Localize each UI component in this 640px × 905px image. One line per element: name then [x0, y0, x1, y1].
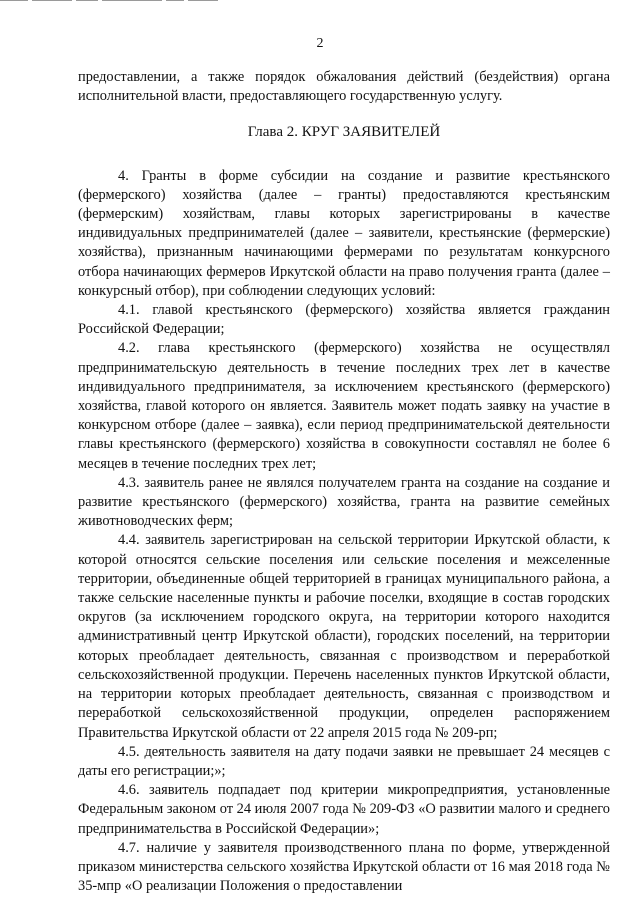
chapter-title: Глава 2. КРУГ ЗАЯВИТЕЛЕЙ	[247, 124, 441, 141]
paragraph-4-5: 4.5. деятельность заявителя на дату подачи заявки не превышает 24 месяцев с даты его регистрации;»;	[78, 743, 610, 779]
paragraph-4-4: 4.4. заявитель зарегистрирован на сельской территории Иркутской области, к которой относятся сельские поселения или сельские поселения и межселенные территории, объединенные общей территорией в границах муниципального района, а также сельские населенные пункты и рабочие поселки, входящие в состав городских округов (за исключением городского округа, на территории которого находится административный центр Иркутской области), городских поселений, на территории которых преобладает деятельность, связанная с производством и переработкой сельскохозяйственной продукции. Перечень населенных пунктов Иркутской области, на территории которых преобладает деятельность, связанная с производством и переработкой сельскохозяйственной продукции, определен распоряжением Правительства Иркутской области от 22 апреля 2015 года № 209-рп;	[78, 532, 610, 741]
paragraph-4-3: 4.3. заявитель ранее не являлся получателем гранта на создание на создание и развитие крестьянского (фермерского) хозяйства, гранта на развитие семейных животноводческих ферм;	[78, 474, 610, 530]
document-body	[78, 68, 610, 896]
paragraph-4-7: 4.7. наличие у заявителя производственного плана по форме, утвержденной приказом министерства сельского хозяйства Иркутской области от 16 мая 2018 года № 35-мпр «О реализации Положения о предоставлении	[78, 839, 610, 895]
page-number: 2	[316, 36, 324, 51]
paragraph-4-6: 4.6. заявитель подпадает под критерии микропредприятия, установленные Федеральным законом от 24 июля 2007 года № 209-ФЗ «О развитии малого и среднего предпринимательства в Российской Федерации»;	[78, 782, 610, 837]
scan-top-rule	[0, 0, 640, 5]
paragraph-4: 4. Гранты в форме субсидии на создание и развитие крестьянского (фермерского) хозяйства (далее – гранты) предоставляются крестьянским (фермерским) хозяйствам, главы которых зарегистрированы в качестве индивидуальных предпринимателей (далее – заявители, крестьянские (фермерские) хозяйства), признанным начинающими фермерами по результатам конкурсного отбора начинающих фермеров Иркутской области на право получения гранта (далее – конкурсный отбор), при соблюдении следующих условий:	[78, 167, 610, 299]
intro-paragraph: предоставлении, а также порядок обжалования действий (бездействия) органа исполнительной власти, предоставляющего государственную услугу.	[78, 69, 610, 105]
paragraph-4-1: 4.1. главой крестьянского (фермерского) хозяйства является гражданин Российской Федерации;	[78, 302, 610, 338]
paragraph-4-2: 4.2. глава крестьянского (фермерского) хозяйства не осуществлял предпринимательскую деятельность в течение последних трех лет в качестве индивидуального предпринимателя, за исключением крестьянского (фермерского) хозяйства, главой которого он является. Заявитель может подать заявку на участие в конкурсном отборе (далее – заявка), если период предпринимательской деятельности главы крестьянского (фермерского) хозяйства в совокупности составлял не более 6 месяцев в течение последних трех лет;	[78, 340, 610, 472]
